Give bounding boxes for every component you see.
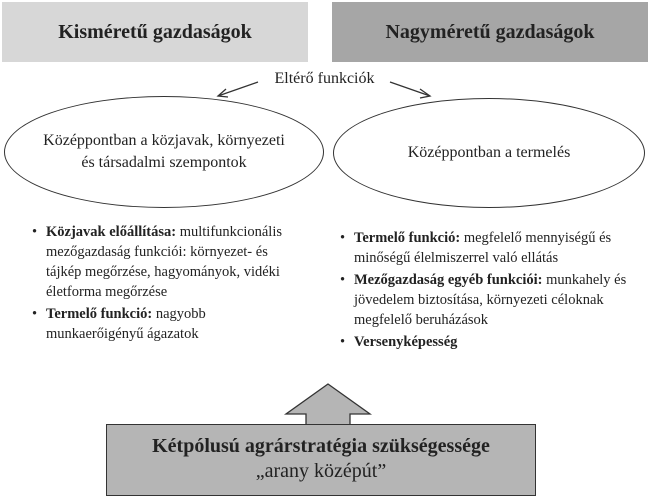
list-item-text: munkahely és jövedelem biztosítása, környezeti céloknak megfelelő beruházások xyxy=(354,272,627,328)
list-item-heading: Termelő funkció: xyxy=(354,230,461,246)
list-item xyxy=(30,304,300,344)
list-item-text: multifunkcionális mezőgazdaság funkciói: környezet- és tájkép megőrzése, hagyományok, vidéki életforma megőrzése xyxy=(46,224,283,300)
list-item-heading: Versenyképesség xyxy=(354,334,458,350)
list-item xyxy=(338,270,638,330)
large-farms-function-list xyxy=(338,228,638,354)
list-item-heading: Közjavak előállítása: xyxy=(46,224,177,240)
list-item-heading: Termelő funkció: xyxy=(46,306,153,322)
public-goods-ellipse-text: Középpontban a közjavak, környezeti és társadalmi szempontok xyxy=(43,132,285,171)
list-item-text: nagyobb munkaerőigényű ágazatok xyxy=(46,306,206,342)
list-item xyxy=(30,222,300,302)
small-farms-function-list xyxy=(30,222,300,346)
up-arrow-icon xyxy=(286,384,370,428)
production-ellipse xyxy=(333,98,645,208)
right-arrow-icon xyxy=(390,82,430,98)
list-item xyxy=(338,228,638,268)
public-goods-ellipse xyxy=(4,96,324,208)
golden-mean-subtitle: „arany középút” xyxy=(255,460,387,482)
left-arrow-icon xyxy=(218,82,258,97)
list-item-text: megfelelő mennyiségű és minőségű élelmiszerrel való ellátás xyxy=(354,230,612,266)
production-ellipse-text: Középpontban a termelés xyxy=(407,144,571,161)
different-functions-label: Eltérő funkciók xyxy=(274,70,375,87)
large-farms-header: Nagyméretű gazdaságok xyxy=(332,2,648,62)
bipolar-strategy-title: Kétpólusú agrárstratégia szükségessége xyxy=(152,435,490,457)
bipolar-strategy-box xyxy=(106,424,536,496)
list-item xyxy=(338,332,638,352)
list-item-heading: Mezőgazdaság egyéb funkciói: xyxy=(354,272,543,288)
small-farms-header: Kisméretű gazdaságok xyxy=(2,2,308,62)
